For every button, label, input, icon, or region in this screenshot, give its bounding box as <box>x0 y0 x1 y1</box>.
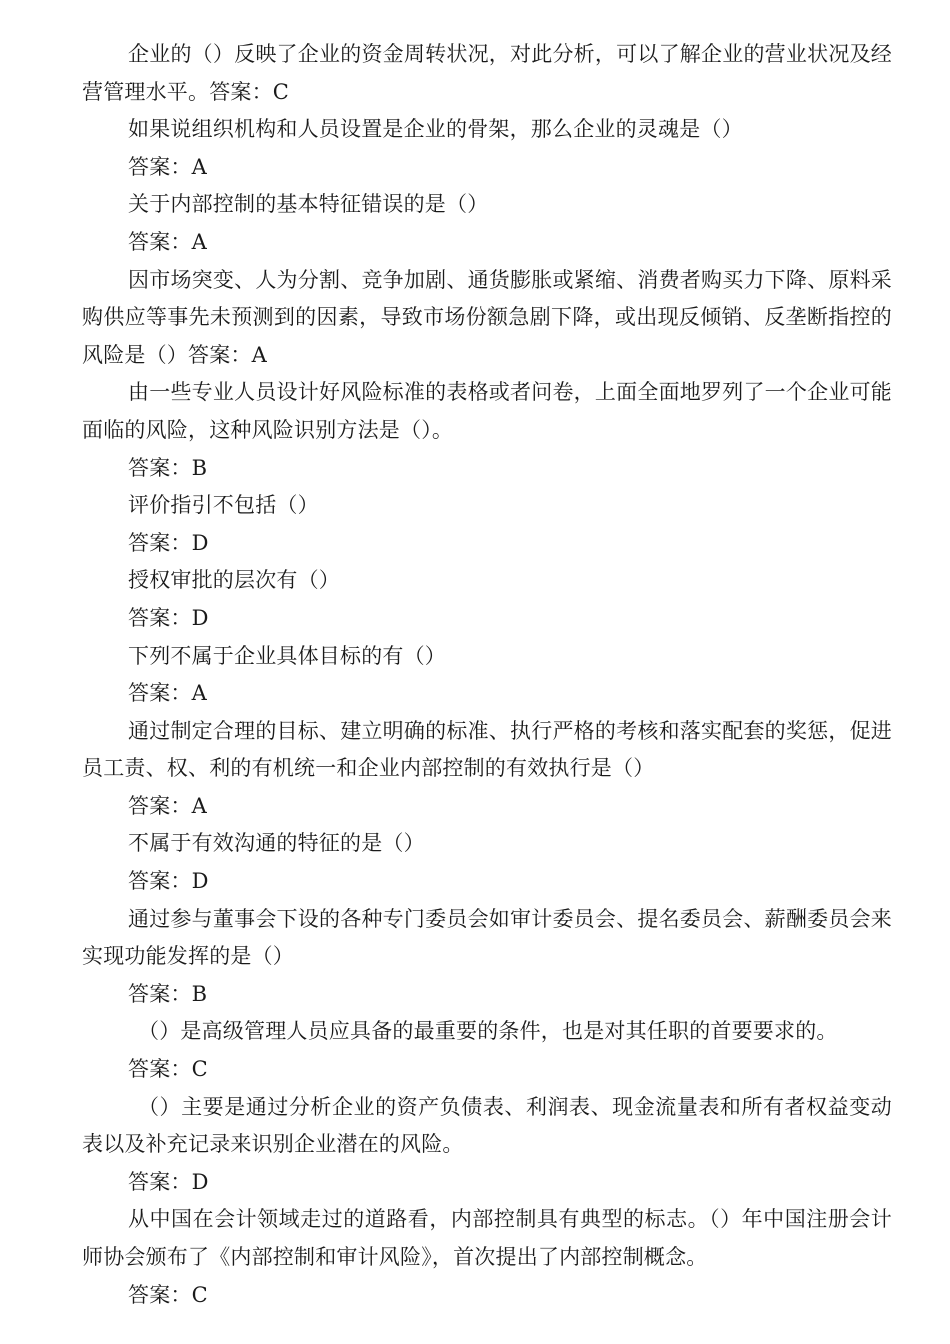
question-text: 企业的（）反映了企业的资金周转状况，对此分析，可以了解企业的营业状况及经营管理水平。答案：C <box>82 42 892 104</box>
question-text: 通过制定合理的目标、建立明确的标准、执行严格的考核和落实配套的奖惩，促进员工责、权、利的有机统一和企业内部控制的有效执行是（） <box>82 718 892 781</box>
question-text: 关于内部控制的基本特征错误的是（） <box>128 192 489 217</box>
answer-text: 答案：A <box>128 793 207 818</box>
answer-text: 答案：C <box>128 1057 208 1082</box>
question-text: 因市场突变、人为分割、竞争加剧、通货膨胀或紧缩、消费者购买力下降、原料采购供应等事先未预测到的因素，导致市场份额急剧下降，或出现反倾销、反垄断指控的风险是（）答案：A <box>82 267 892 367</box>
answer-text: 答案：D <box>128 605 209 630</box>
question-text: 通过参与董事会下设的各种专门委员会如审计委员会、提名委员会、薪酬委员会来实现功能发挥的是（） <box>82 906 892 969</box>
answer-text: 答案：B <box>128 981 208 1006</box>
answer-text: 答案：D <box>128 869 209 894</box>
answer-text: 答案：D <box>128 530 209 555</box>
question-text: 从中国在会计领域走过的道路看，内部控制具有典型的标志。（）年中国注册会计师协会颁布了《内部控制和审计风险》，首次提出了内部控制概念。 <box>82 1207 892 1269</box>
question-text: 评价指引不包括（） <box>128 493 319 518</box>
answer-text: 答案：A <box>128 681 207 706</box>
question-text: （）主要是通过分析企业的资产负债表、利润表、现金流量表和所有者权益变动表以及补充记录来识别企业潜在的风险。 <box>82 1094 892 1157</box>
question-text: （）是高级管理人员应具备的最重要的条件，也是对其任职的首要要求的。 <box>138 1019 838 1044</box>
answer-text: 答案：B <box>128 455 208 480</box>
question-text: 下列不属于企业具体目标的有（） <box>128 643 446 668</box>
answer-text: 答案：C <box>128 1282 208 1307</box>
question-text: 由一些专业人员设计好风险标准的表格或者问卷，上面全面地罗列了一个企业可能面临的风险，这种风险识别方法是（）。 <box>82 380 892 442</box>
answer-text: 答案：A <box>128 229 207 254</box>
answer-text: 答案：D <box>128 1169 209 1194</box>
question-text: 如果说组织机构和人员设置是企业的骨架，那么企业的灵魂是（） <box>128 117 743 142</box>
answer-text: 答案：A <box>128 154 207 179</box>
question-text: 不属于有效沟通的特征的是（） <box>128 831 425 856</box>
question-text: 授权审批的层次有（） <box>128 568 340 593</box>
